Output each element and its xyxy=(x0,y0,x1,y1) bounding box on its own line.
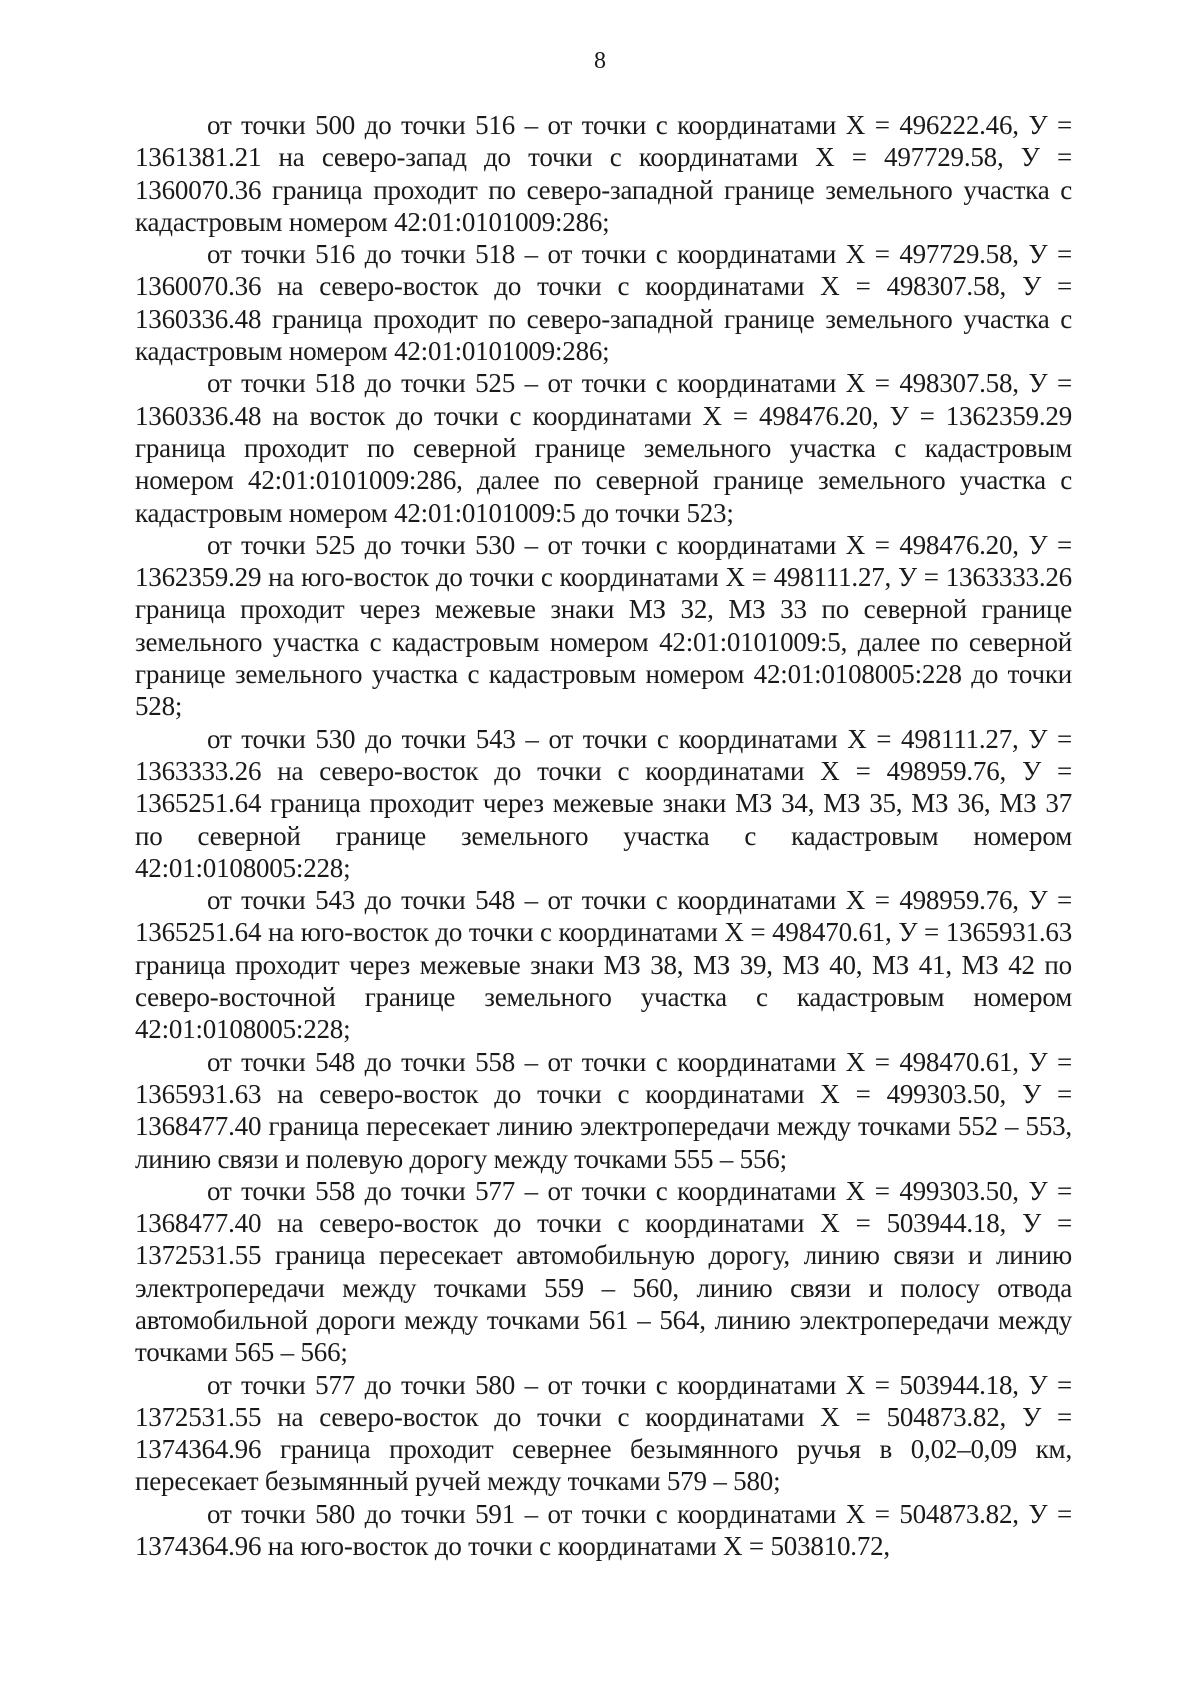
boundary-paragraph: от точки 525 до точки 530 – от точки с координатами Х = 498476.20, У = 1362359.29 на юго-восток до точки с координатами Х = 498111.27, У = 1363333.26 граница проходит через межевые знаки МЗ 32, МЗ 33 по северной границе земельного участка с кадастровым номером 42:01:0101009:5, далее по северной границе земельного участка с кадастровым номером 42:01:0108005:228 до точки 528; xyxy=(135,529,1072,722)
boundary-paragraph: от точки 530 до точки 543 – от точки с координатами Х = 498111.27, У = 1363333.26 на северо-восток до точки с координатами Х = 498959.76, У = 1365251.64 граница проходит через межевые знаки МЗ 34, МЗ 35, МЗ 36, МЗ 37 по северной границе земельного участка с кадастровым номером 42:01:0108005:228; xyxy=(135,723,1072,883)
document-body xyxy=(135,109,1072,1562)
page-number: 8 xyxy=(594,48,606,74)
boundary-paragraph: от точки 558 до точки 577 – от точки с координатами Х = 499303.50, У = 1368477.40 на северо-восток до точки с координатами Х = 503944.18, У = 1372531.55 граница пересекает автомобильную дорогу, линию связи и линию электропередачи между точками 559 – 560, линию связи и полосу отвода автомобильной дороги между точками 561 – 564, линию электропередачи между точками 565 – 566; xyxy=(135,1175,1072,1368)
boundary-paragraph: от точки 580 до точки 591 – от точки с координатами Х = 504873.82, У = 1374364.96 на юго-восток до точки с координатами Х = 503810.72, xyxy=(135,1498,1072,1562)
boundary-paragraph: от точки 518 до точки 525 – от точки с координатами Х = 498307.58, У = 1360336.48 на восток до точки с координатами Х = 498476.20, У = 1362359.29 граница проходит по северной границе земельного участка с кадастровым номером 42:01:0101009:286, далее по северной границе земельного участка с кадастровым номером 42:01:0101009:5 до точки 523; xyxy=(135,368,1072,528)
boundary-paragraph: от точки 500 до точки 516 – от точки с координатами Х = 496222.46, У = 1361381.21 на северо-запад до точки с координатами Х = 497729.58, У = 1360070.36 граница проходит по северо-западной границе земельного участка с кадастровым номером 42:01:0101009:286; xyxy=(135,110,1072,237)
boundary-paragraph: от точки 516 до точки 518 – от точки с координатами Х = 497729.58, У = 1360070.36 на северо-восток до точки с координатами Х = 498307.58, У = 1360336.48 граница проходит по северо-западной границе земельного участка с кадастровым номером 42:01:0101009:286; xyxy=(135,239,1072,367)
boundary-paragraph: от точки 543 до точки 548 – от точки с координатами Х = 498959.76, У = 1365251.64 на юго-восток до точки с координатами Х = 498470.61, У = 1365931.63 граница проходит через межевые знаки МЗ 38, МЗ 39, МЗ 40, МЗ 41, МЗ 42 по северо-восточной границе земельного участка с кадастровым номером 42:01:0108005:228; xyxy=(135,885,1072,1045)
boundary-paragraph: от точки 577 до точки 580 – от точки с координатами Х = 503944.18, У = 1372531.55 на северо-восток до точки с координатами Х = 504873.82, У = 1374364.96 граница проходит севернее безымянного ручья в 0,02–0,09 км, пересекает безымянный ручей между точками 579 – 580; xyxy=(135,1369,1072,1497)
boundary-paragraph: от точки 548 до точки 558 – от точки с координатами Х = 498470.61, У = 1365931.63 на северо-восток до точки с координатами Х = 499303.50, У = 1368477.40 граница пересекает линию электропередачи между точками 552 – 553, линию связи и полевую дорогу между точками 555 – 556; xyxy=(135,1046,1072,1174)
